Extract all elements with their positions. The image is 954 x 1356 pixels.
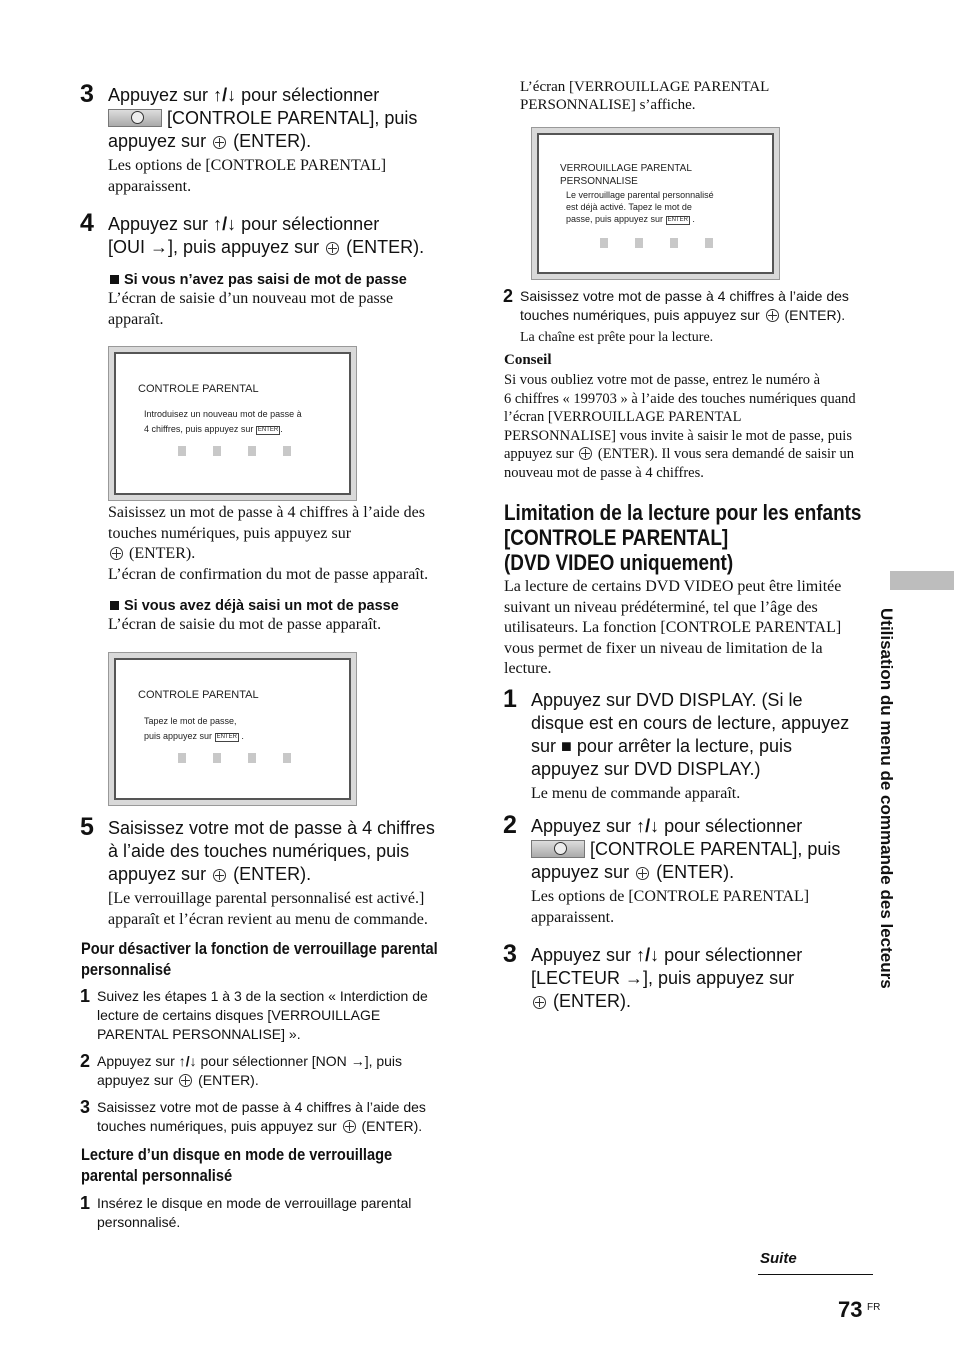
after-screen1 bbox=[108, 503, 468, 585]
digit-slot bbox=[213, 446, 221, 456]
d2-number: 2 bbox=[80, 1051, 91, 1071]
d3-l2a: touches numériques, puis appuyez sur bbox=[97, 1118, 337, 1134]
screen-inner bbox=[537, 133, 774, 274]
digit-slot bbox=[283, 446, 291, 456]
enter-button-icon bbox=[579, 447, 592, 460]
screen1-l2-wrap: 4 chiffres, puis appuyez sur ENTER . bbox=[144, 424, 283, 434]
parental-control-menu-icon bbox=[108, 109, 162, 127]
c6: nouveau mot de passe à 4 chiffres. bbox=[504, 464, 704, 481]
step-4-text bbox=[108, 213, 468, 259]
a1-text bbox=[531, 689, 881, 781]
a2-l3a: appuyez sur bbox=[531, 862, 630, 882]
a3-l1a: Appuyez sur bbox=[531, 945, 632, 965]
c2: 6 chiffres « 199703 » à l’aide des touches numériques quand bbox=[504, 390, 856, 407]
r2-number: 2 bbox=[503, 286, 514, 306]
digit-slot bbox=[178, 446, 186, 456]
c3: l’écran [VERROUILLAGE PARENTAL bbox=[504, 409, 742, 425]
c5b: (ENTER). Il vous sera demandé de saisir un bbox=[597, 446, 854, 462]
screen2-title: CONTROLE PARENTAL bbox=[138, 689, 259, 701]
up-down-arrow-icon: ↑/↓ bbox=[636, 816, 660, 836]
r2-l2b: (ENTER). bbox=[784, 307, 846, 323]
a2-l1b: pour sélectionner bbox=[664, 816, 803, 836]
password-digit-slots bbox=[178, 753, 291, 763]
digit-slot bbox=[705, 238, 713, 248]
a3-number: 3 bbox=[503, 940, 517, 968]
subheading-no-password bbox=[110, 271, 407, 289]
p5: lecture. bbox=[504, 660, 552, 677]
d1-l1: Suivez les étapes 1 à 3 de la section « Interdiction de bbox=[97, 988, 428, 1004]
step-3-e: (ENTER). bbox=[233, 131, 312, 151]
screen-inner bbox=[114, 352, 351, 495]
enter-key-icon: ENTER bbox=[667, 217, 688, 223]
enter-button-icon bbox=[326, 242, 339, 255]
square-bullet-icon bbox=[110, 601, 119, 610]
a3-l1b: pour sélectionner bbox=[664, 945, 803, 965]
side-tab-marker bbox=[890, 571, 954, 590]
d1-text bbox=[97, 987, 467, 1044]
enter-button-icon bbox=[213, 869, 226, 882]
step-4-e: (ENTER). bbox=[346, 237, 425, 257]
h1: Limitation de la lecture pour les enfants bbox=[504, 500, 862, 525]
enter-button-icon bbox=[343, 1120, 356, 1133]
password-digit-slots bbox=[600, 238, 713, 248]
p1: La lecture de certains DVD VIDEO peut être limitée bbox=[504, 578, 842, 595]
a1-l2: disque est en cours de lecture, appuyez bbox=[531, 713, 850, 733]
step-3-b: pour sélectionner bbox=[241, 85, 380, 105]
h2: [CONTROLE PARENTAL] bbox=[504, 525, 729, 550]
screen3-l1: Le verrouillage parental personnalisé bbox=[566, 190, 714, 200]
heading-deactivate bbox=[81, 938, 459, 980]
a3-l3: (ENTER). bbox=[553, 991, 632, 1011]
d3-l1: Saisissez votre mot de passe à 4 chiffres à l’aide des bbox=[97, 1099, 426, 1115]
d1-l2: lecture de certains disques [VERROUILLAGE bbox=[97, 1007, 381, 1023]
d2-l2a: appuyez sur bbox=[97, 1072, 174, 1088]
enter-key-icon: ENTER bbox=[216, 734, 237, 740]
step-5-desc2: apparaît et l’écran revient au menu de commande. bbox=[108, 910, 428, 928]
step-3-desc2: apparaissent. bbox=[108, 177, 192, 195]
after1-l1: Saisissez un mot de passe à 4 chiffres à l’aide des bbox=[108, 504, 425, 521]
step-3-desc bbox=[108, 156, 386, 197]
a2-text bbox=[531, 815, 881, 884]
top1: L’écran [VERROUILLAGE PARENTAL bbox=[520, 79, 770, 95]
digit-slot bbox=[600, 238, 608, 248]
step-4-b: pour sélectionner bbox=[241, 214, 380, 234]
step-5-desc bbox=[108, 889, 428, 930]
section-heading bbox=[504, 500, 882, 575]
r2-l2a: touches numériques, puis appuyez sur bbox=[520, 307, 760, 323]
enter-button-icon bbox=[179, 1074, 192, 1087]
top2: PERSONNALISE] s’affiche. bbox=[520, 97, 696, 113]
step-3-number: 3 bbox=[80, 80, 94, 108]
screen1-l2: 4 chiffres, puis appuyez sur bbox=[144, 424, 254, 434]
step-4-a: Appuyez sur bbox=[108, 214, 209, 234]
sub2-desc: L’écran de saisie du mot de passe apparaît. bbox=[108, 616, 382, 633]
right-arrow-icon: → bbox=[350, 1053, 365, 1069]
up-down-arrow-icon: ↑/↓ bbox=[636, 945, 660, 965]
digit-slot bbox=[248, 753, 256, 763]
sub2-text: Si vous avez déjà saisi un mot de passe bbox=[124, 598, 399, 614]
screen-inner bbox=[114, 658, 351, 800]
step-5-desc1: [Le verrouillage parental personnalisé est activé.] bbox=[108, 890, 425, 907]
a1-number: 1 bbox=[503, 685, 517, 713]
a2-l1a: Appuyez sur bbox=[531, 816, 632, 836]
right-arrow-icon: → bbox=[150, 237, 169, 257]
screen1-l1: Introduisez un nouveau mot de passe à bbox=[144, 409, 302, 419]
a3-l2b: ], puis appuyez sur bbox=[643, 968, 795, 988]
step-3-desc1: Les options de [CONTROLE PARENTAL] bbox=[108, 157, 387, 174]
enter-button-icon bbox=[533, 996, 546, 1009]
h3: (DVD VIDEO uniquement) bbox=[504, 550, 734, 575]
enter-key-icon: ENTER bbox=[257, 427, 279, 433]
stop-square-icon: ■ bbox=[561, 736, 572, 756]
screen1-title: CONTROLE PARENTAL bbox=[138, 383, 259, 395]
parental-control-menu-icon bbox=[531, 840, 585, 858]
section-intro bbox=[504, 577, 884, 680]
conseil-text bbox=[504, 371, 884, 482]
up-down-arrow-icon: ↑/↓ bbox=[178, 1053, 197, 1069]
after1-l2: touches numériques, puis appuyez sur bbox=[108, 524, 352, 542]
step-4-number: 4 bbox=[80, 209, 94, 237]
page-number: 73 bbox=[838, 1297, 863, 1322]
d3-number: 3 bbox=[80, 1097, 91, 1117]
step-5-number: 5 bbox=[80, 813, 94, 841]
side-section-title: Utilisation du menu de commande des lecteurs bbox=[877, 608, 896, 989]
a2-desc2: apparaissent. bbox=[531, 908, 615, 926]
a2-number: 2 bbox=[503, 811, 517, 839]
step-4-d: ], puis appuyez sur bbox=[168, 237, 320, 257]
a1-desc: Le menu de commande apparaît. bbox=[531, 785, 741, 802]
a1-l3b: pour arrêter la lecture, puis bbox=[576, 736, 793, 756]
c5a: appuyez sur bbox=[504, 446, 574, 462]
d2-l2b: (ENTER). bbox=[198, 1072, 259, 1088]
a3-text bbox=[531, 944, 881, 1013]
step-3-c: [CONTROLE PARENTAL], puis bbox=[167, 108, 418, 128]
l1-text bbox=[97, 1194, 467, 1232]
suite-rule bbox=[758, 1274, 873, 1275]
step-3-d: appuyez sur bbox=[108, 131, 207, 151]
h-lect1: Lecture d’un disque en mode de verrouillage bbox=[81, 1145, 393, 1164]
step-5-l3a: appuyez sur bbox=[108, 864, 207, 884]
sub1-t2: apparaît. bbox=[108, 310, 164, 328]
d3-l2b: (ENTER). bbox=[361, 1118, 423, 1134]
l1-l1: Insérez le disque en mode de verrouillage parental bbox=[97, 1195, 412, 1211]
suite-label: Suite bbox=[760, 1250, 797, 1267]
digit-slot bbox=[283, 753, 291, 763]
a1-l1: Appuyez sur DVD DISPLAY. (Si le bbox=[531, 690, 803, 710]
screen2-l2: puis appuyez sur bbox=[144, 731, 213, 741]
up-down-arrow-icon: ↑/↓ bbox=[213, 214, 237, 234]
digit-slot bbox=[178, 753, 186, 763]
screen3-l3-wrap: passe, puis appuyez sur ENTER . bbox=[566, 214, 695, 224]
screen-enter-password bbox=[108, 652, 357, 806]
p2: suivant un niveau prédéterminé, tel que l’âge des bbox=[504, 598, 818, 616]
a2-desc1: Les options de [CONTROLE PARENTAL] bbox=[531, 888, 810, 905]
step-3-a: Appuyez sur bbox=[108, 85, 209, 105]
a1-l3a: sur bbox=[531, 736, 557, 756]
step-5-l3b: (ENTER). bbox=[233, 864, 312, 884]
enter-button-icon bbox=[110, 547, 123, 560]
step-5-l2: à l’aide des touches numériques, puis bbox=[108, 841, 410, 861]
up-down-arrow-icon: ↑/↓ bbox=[213, 85, 237, 105]
d3-text bbox=[97, 1098, 467, 1136]
r2-l1: Saisissez votre mot de passe à 4 chiffres à l’aide des bbox=[520, 288, 849, 304]
a1-l4: appuyez sur DVD DISPLAY.) bbox=[531, 759, 761, 779]
after1-l3: (ENTER). bbox=[129, 545, 196, 562]
a3-l2a: [LECTEUR bbox=[531, 968, 621, 988]
sub1-desc bbox=[108, 289, 393, 330]
screen3-l3: passe, puis appuyez sur bbox=[566, 214, 664, 224]
d2-l1b: pour sélectionner [NON bbox=[200, 1053, 347, 1069]
a2-desc bbox=[531, 887, 809, 928]
screen3-l2: est déjà activé. Tapez le mot de bbox=[566, 202, 692, 212]
a2-l3b: (ENTER). bbox=[656, 862, 735, 882]
h-lect2: parental personnalisé bbox=[81, 1166, 233, 1185]
p4: vous permet de fixer un niveau de limitation de la bbox=[504, 639, 823, 657]
right-top-desc bbox=[520, 78, 769, 114]
digit-slot bbox=[213, 753, 221, 763]
screen2-l1: Tapez le mot de passe, bbox=[144, 716, 237, 726]
screen3-title: VERROUILLAGE PARENTAL PERSONNALISE bbox=[560, 163, 692, 187]
digit-slot bbox=[248, 446, 256, 456]
password-digit-slots bbox=[178, 446, 291, 456]
heading-play-locked bbox=[81, 1144, 459, 1186]
d1-number: 1 bbox=[80, 986, 91, 1006]
subheading-has-password bbox=[110, 597, 399, 615]
screen2-l2-wrap: puis appuyez sur ENTER . bbox=[144, 731, 244, 741]
r2-desc: La chaîne est prête pour la lecture. bbox=[520, 330, 714, 345]
step-5-l1: Saisissez votre mot de passe à 4 chiffres bbox=[108, 818, 435, 838]
d2-l1c: ], puis bbox=[364, 1053, 403, 1069]
right-arrow-icon: → bbox=[625, 968, 644, 988]
step-5-text bbox=[108, 817, 468, 886]
sub1-text: Si vous n’avez pas saisi de mot de passe bbox=[124, 272, 407, 288]
digit-slot bbox=[635, 238, 643, 248]
c1: Si vous oubliez votre mot de passe, entrez le numéro à bbox=[504, 372, 821, 388]
l1-number: 1 bbox=[80, 1193, 91, 1213]
h-desact1: Pour désactiver la fonction de verrouillage parental bbox=[81, 939, 438, 958]
screen-custom-lock bbox=[531, 127, 780, 280]
r2-text bbox=[520, 287, 890, 325]
d1-l3: PARENTAL PERSONNALISE] ». bbox=[97, 1026, 301, 1042]
c4: PERSONNALISE] vous invite à saisir le mot de passe, puis bbox=[504, 427, 852, 444]
enter-button-icon bbox=[213, 136, 226, 149]
enter-button-icon bbox=[636, 867, 649, 880]
a2-l2: [CONTROLE PARENTAL], puis bbox=[590, 839, 841, 859]
conseil-title: Conseil bbox=[504, 352, 552, 368]
d2-text bbox=[97, 1052, 467, 1090]
l1-l2: personnalisé. bbox=[97, 1214, 181, 1230]
step-3-text bbox=[108, 84, 468, 153]
step-4-c: [OUI bbox=[108, 237, 146, 257]
p3: utilisateurs. La fonction [CONTROLE PARENTAL] bbox=[504, 619, 842, 636]
after1-l4: L’écran de confirmation du mot de passe apparaît. bbox=[108, 565, 429, 583]
digit-slot bbox=[670, 238, 678, 248]
screen-new-password bbox=[108, 346, 357, 501]
square-bullet-icon bbox=[110, 275, 119, 284]
page-lang: FR bbox=[867, 1302, 881, 1313]
h-desact2: personnalisé bbox=[81, 960, 172, 979]
d2-l1a: Appuyez sur bbox=[97, 1053, 175, 1069]
enter-button-icon bbox=[766, 309, 779, 322]
sub1-t1: L’écran de saisie d’un nouveau mot de passe bbox=[108, 290, 394, 307]
